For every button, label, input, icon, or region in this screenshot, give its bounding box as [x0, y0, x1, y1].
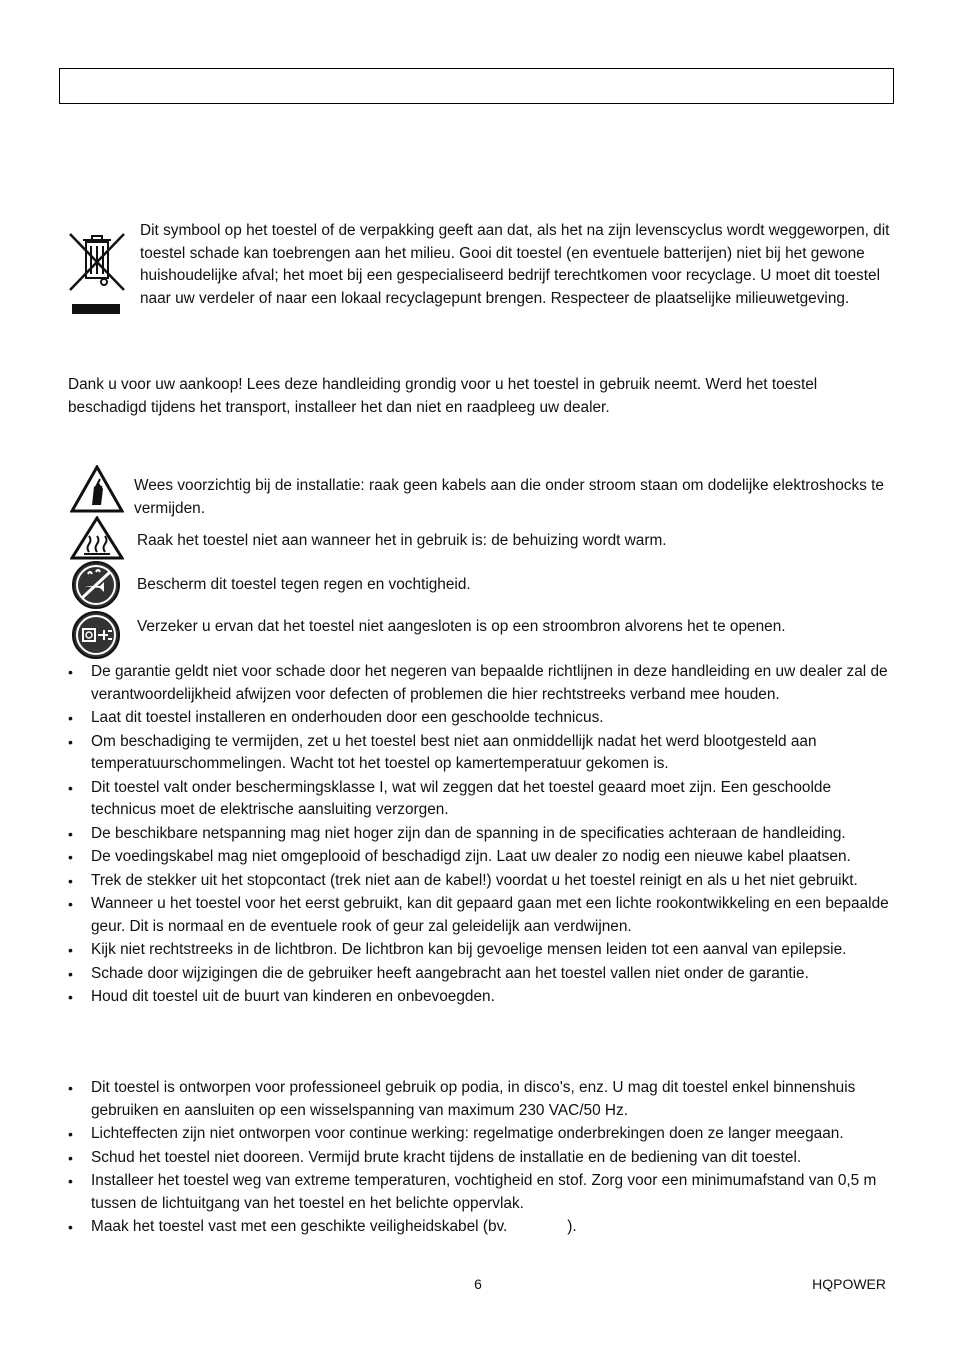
list-item: • Trek de stekker uit het stopcontact (trek niet aan de kabel!) voordat u het toestel reinigt en als u het niet gebruikt. — [68, 870, 893, 893]
electric-shock-warning-icon — [70, 465, 124, 513]
warning-text-electric: Wees voorzichtig bij de installatie: raak geen kabels aan die onder stroom staan om dodelijke elektroshocks te vermijden. — [134, 477, 884, 517]
list-item: • Wanneer u het toestel voor het eerst gebruikt, kan dit gepaard gaan met een lichte rookontwikkeling en een bepaalde geur. Dit is normaal en de eventuele rook of geur zal geleidelijk aan verdwijnen. — [68, 893, 893, 938]
page-number: 6 — [474, 1276, 482, 1292]
list-item: • Houd dit toestel uit de buurt van kinderen en onbevoegden. — [68, 986, 893, 1009]
list-item: • Lichteffecten zijn niet ontworpen voor continue werking: regelmatige onderbrekingen doen ze langer meegaan. — [68, 1123, 893, 1146]
usage-guidelines-list — [68, 1077, 893, 1240]
list-item: • Kijk niet rechtstreeks in de lichtbron. De lichtbron kan bij gevoelige mensen leiden tot een aanval van epilepsie. — [68, 939, 893, 962]
intro-paragraph: Dank u voor uw aankoop! Lees deze handleiding grondig voor u het toestel in gebruik neemt. Werd het toestel beschadigd tijdens het transport, installeer het dan niet en raadpleeg uw dealer. — [68, 376, 818, 416]
weee-disposal-notice: Dit symbool op het toestel of de verpakking geeft aan dat, als het na zijn levenscyclus wordt weggeworpen, dit toestel schade kan toebrengen aan het milieu. Gooi dit toestel (en eventuele batterijen) niet bij het gewone huishoudelijke afval; het moet bij een gespecialiseerd bedrijf terechtkomen voor recyclage. U moet dit toestel naar uw verdeler of naar een lokaal recyclagepunt brengen. Respecteer de plaatselijke milieuwetgeving. — [140, 222, 890, 307]
warning-text-unplug: Verzeker u ervan dat het toestel niet aangesloten is op een stroombron alvorens het te openen. — [137, 618, 786, 635]
list-item: • Dit toestel is ontworpen voor professioneel gebruik op podia, in disco's, enz. U mag dit toestel enkel binnenshuis gebruiken en aansluiten op een wisselspanning van maximum 230 VAC/50 Hz. — [68, 1077, 893, 1122]
crossed-out-bin-icon — [66, 226, 128, 318]
list-item: • De voedingskabel mag niet omgeplooid of beschadigd zijn. Laat uw dealer zo nodig een nieuwe kabel plaatsen. — [68, 846, 893, 869]
list-item: • Maak het toestel vast met een geschikte veiligheidskabel (bv. ). — [68, 1216, 893, 1239]
no-moisture-icon — [70, 560, 124, 610]
list-item: • Dit toestel valt onder beschermingsklasse I, wat wil zeggen dat het toestel geaard moet zijn. Een geschoolde technicus moet de elektrische aansluiting verzorgen. — [68, 777, 893, 822]
title-box — [59, 68, 894, 104]
list-item: • De beschikbare netspanning mag niet hoger zijn dan de spanning in de specificaties achteraan de handleiding. — [68, 823, 893, 846]
list-item: • Schud het toestel niet dooreen. Vermijd brute kracht tijdens de installatie en de bediening van dit toestel. — [68, 1147, 893, 1170]
list-item: • Om beschadiging te vermijden, zet u het toestel best niet aan onmiddellijk nadat het werd blootgesteld aan temperatuurschommelingen. Wacht tot het toestel op kamertemperatuur gekomen is. — [68, 731, 893, 776]
safety-instructions-list — [68, 661, 893, 1010]
list-item: • Installeer het toestel weg van extreme temperaturen, vochtigheid en stof. Zorg voor een minimumafstand van 0,5 m tussen de lichtuitgang van het toestel en het belichte oppervlak. — [68, 1170, 893, 1215]
warning-text-moisture: Bescherm dit toestel tegen regen en vochtigheid. — [137, 576, 471, 593]
warning-text-hot: Raak het toestel niet aan wanneer het in gebruik is: de behuizing wordt warm. — [137, 532, 667, 549]
unplug-before-opening-icon — [70, 610, 124, 660]
list-item: • Schade door wijzigingen die de gebruiker heeft aangebracht aan het toestel vallen niet onder de garantie. — [68, 963, 893, 986]
brand-name: HQPOWER — [812, 1276, 886, 1292]
hot-surface-warning-icon — [70, 516, 124, 564]
list-item: • Laat dit toestel installeren en onderhouden door een geschoolde technicus. — [68, 707, 893, 730]
list-item: • De garantie geldt niet voor schade door het negeren van bepaalde richtlijnen in deze handleiding en uw dealer zal de verantwoordelijkheid afwijzen voor defecten of problemen die hier rechtstreeks verband mee houden. — [68, 661, 893, 706]
